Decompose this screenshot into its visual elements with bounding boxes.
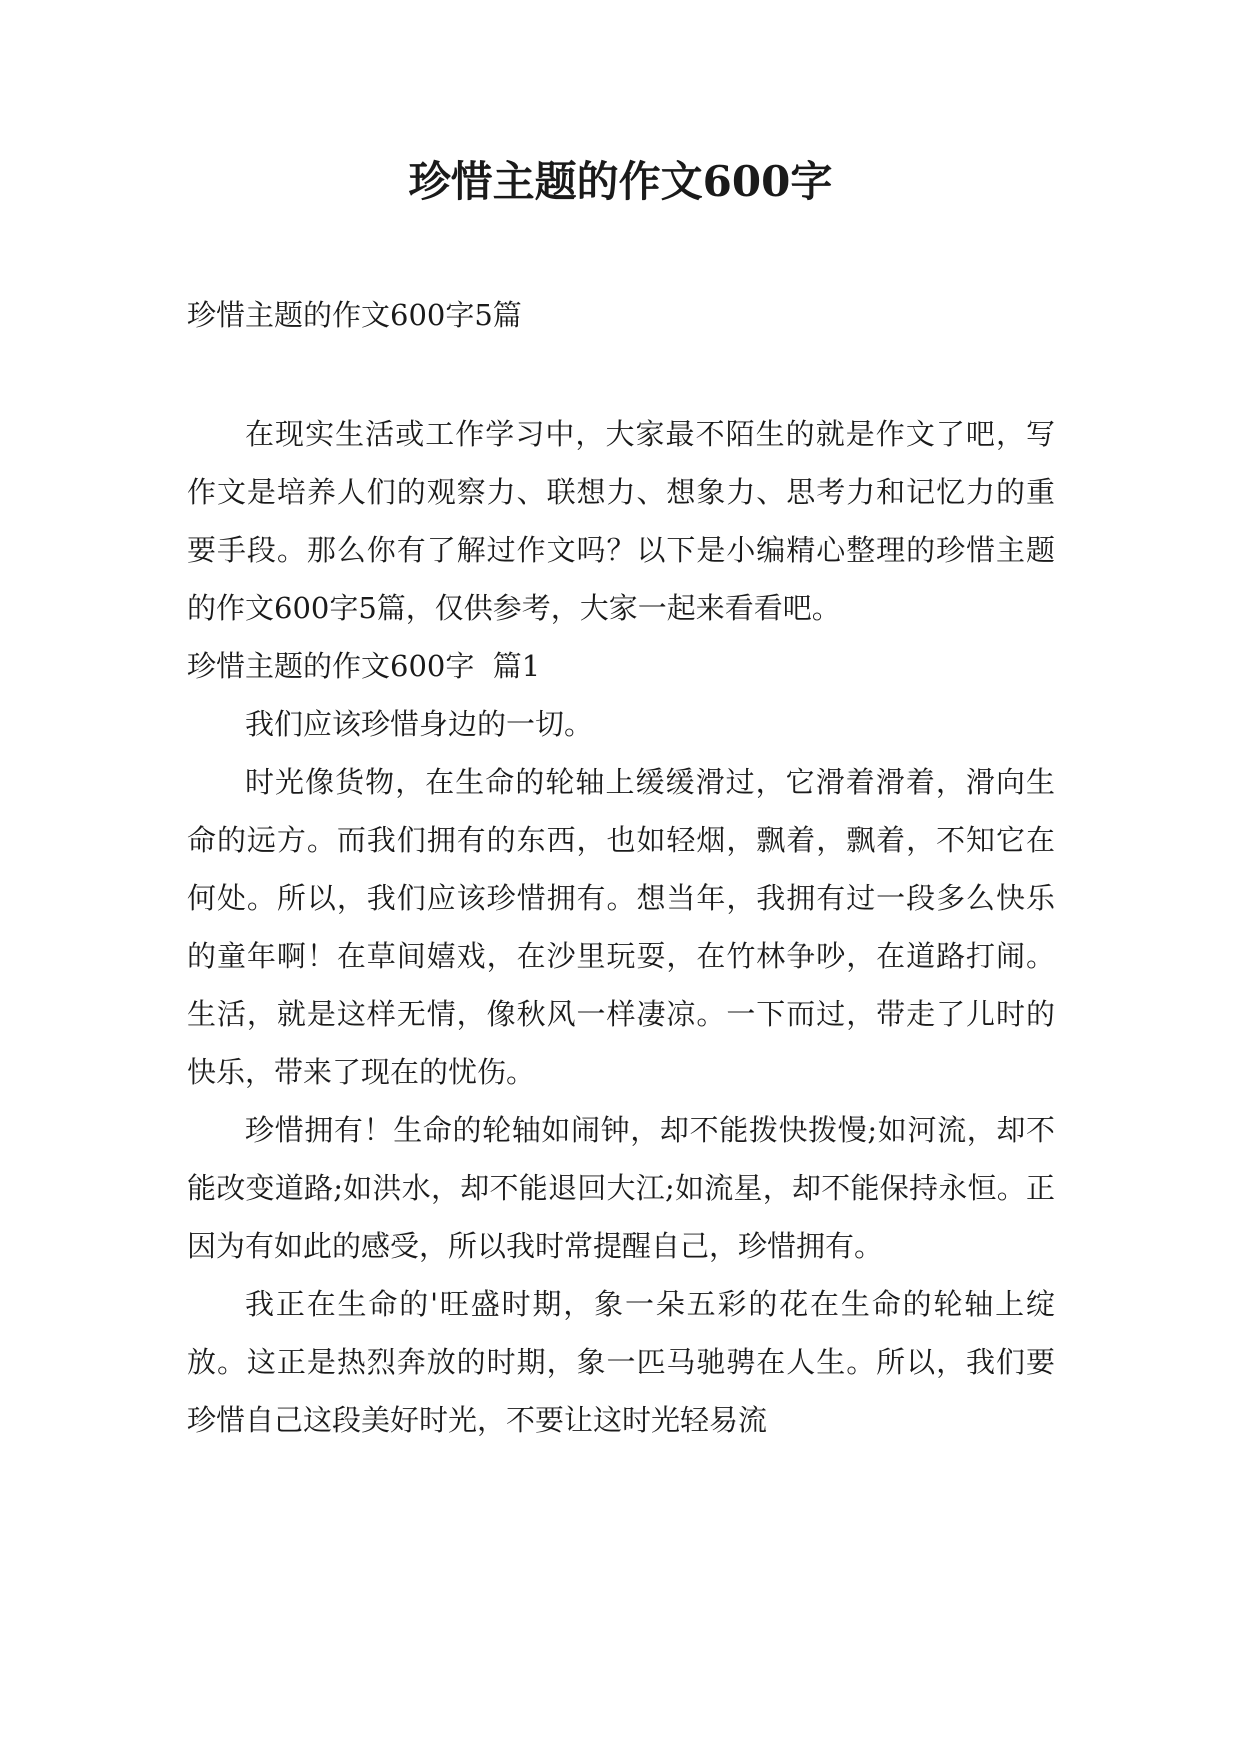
body-paragraph-2: 时光像货物，在生命的轮轴上缓缓滑过，它滑着滑着，滑向生命的远方。而我们拥有的东西，也如轻烟，飘着，飘着，不知它在何处。所以，我们应该珍惜拥有。想当年，我拥有过一段多么快乐的童年啊！在草间嬉戏，在沙里玩耍，在竹林争吵，在道路打闹。生活，就是这样无情，像秋风一样凄凉。一下而过，带走了儿时的快乐，带来了现在的忧伤。 (187, 765, 1055, 1089)
section-heading: 珍惜主题的作文600字 篇1 (187, 649, 541, 683)
body-paragraph-1: 我们应该珍惜身边的一切。 (245, 707, 594, 741)
body-paragraph-3: 珍惜拥有！生命的轮轴如闹钟，却不能拨快拨慢;如河流，却不能改变道路;如洪水，却不能退回大江;如流星，却不能保持永恒。正因为有如此的感受，所以我时常提醒自己，珍惜拥有。 (187, 1113, 1055, 1263)
document-subtitle: 珍惜主题的作文600字5篇 (187, 298, 522, 332)
document-body (187, 405, 1055, 1449)
body-paragraph-4: 我正在生命的'旺盛时期，象一朵五彩的花在生命的轮轴上绽放。这正是热烈奔放的时期，象一匹马驰骋在人生。所以，我们要珍惜自己这段美好时光，不要让这时光轻易流 (187, 1287, 1055, 1437)
intro-paragraph: 在现实生活或工作学习中，大家最不陌生的就是作文了吧，写作文是培养人们的观察力、联想力、想象力、思考力和记忆力的重要手段。那么你有了解过作文吗？以下是小编精心整理的珍惜主题的作文600字5篇，仅供参考，大家一起来看看吧。 (187, 417, 1055, 625)
document-title: 珍惜主题的作文600字 (408, 157, 833, 206)
